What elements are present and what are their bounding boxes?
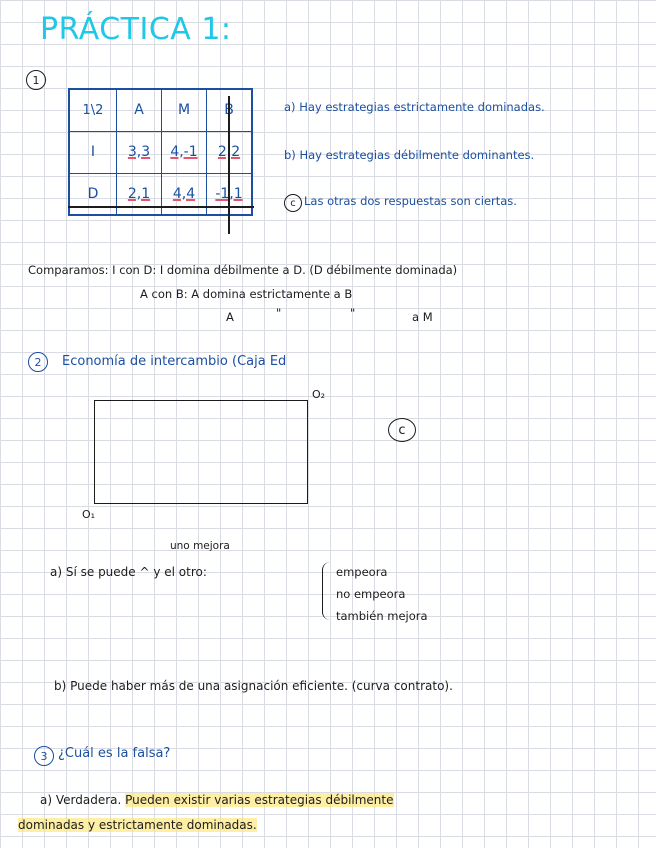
origin-o1-label: O₁ bbox=[82, 508, 96, 521]
payoff-col-header: M bbox=[162, 89, 207, 131]
q1-note-line-2: A con B: A domina estrictamente a B bbox=[140, 287, 353, 301]
q2-b-text: b) Puede haber más de una asignación eficiente. (curva contrato). bbox=[54, 679, 453, 693]
q1-note-line-3-ditto: " bbox=[276, 306, 282, 320]
row-d-strikethrough bbox=[68, 206, 254, 208]
q1-option-b: b) Hay estrategias débilmente dominantes. bbox=[284, 148, 535, 162]
payoff-cell: 3,3 bbox=[117, 131, 162, 173]
payoff-cell: -1,1 bbox=[207, 173, 253, 215]
payoff-col-header: A bbox=[117, 89, 162, 131]
q3-heading: ¿Cuál es la falsa? bbox=[58, 746, 171, 761]
origin-o2-label: O₂ bbox=[312, 388, 326, 401]
q1-note-line-3-ditto: " bbox=[350, 306, 356, 320]
payoff-row-label: I bbox=[69, 131, 117, 173]
question-2-number: 2 bbox=[28, 352, 48, 372]
q2-a-option: empeora bbox=[336, 565, 388, 579]
edgeworth-box bbox=[94, 400, 308, 504]
payoff-row-label: D bbox=[69, 173, 117, 215]
q1-note-line-3-target: a M bbox=[412, 310, 433, 324]
q2-a-insert-note: uno mejora bbox=[170, 540, 230, 552]
q1-option-a: a) Hay estrategias estrictamente dominadas. bbox=[284, 100, 545, 114]
q2-a-text: a) Sí se puede ^ y el otro: bbox=[50, 565, 207, 579]
q3-a-prefix: a) Verdadera. bbox=[40, 793, 122, 807]
q2-answer-c-marker: c bbox=[388, 418, 416, 442]
payoff-col-header: B bbox=[207, 89, 253, 131]
payoff-cell: 4,4 bbox=[162, 173, 207, 215]
question-3-number: 3 bbox=[34, 746, 54, 766]
q1-note-line-3-a: A bbox=[226, 310, 234, 324]
column-b-strikethrough bbox=[228, 96, 230, 234]
q3-a-line-1 bbox=[40, 793, 394, 807]
payoff-corner: 1\2 bbox=[69, 89, 117, 131]
question-1-number: 1 bbox=[26, 70, 46, 90]
q2-a-option: también mejora bbox=[336, 609, 428, 623]
q1-selected-option-c-marker: c bbox=[284, 194, 302, 212]
q1-option-c: Las otras dos respuestas son ciertas. bbox=[304, 194, 517, 208]
q2-a-option: no empeora bbox=[336, 587, 406, 601]
q2-a-brace bbox=[322, 562, 333, 620]
q3-a-highlight-1: Pueden existir varias estrategias débilmente bbox=[125, 793, 394, 807]
q2-heading: Economía de intercambio (Caja Ed bbox=[62, 354, 287, 369]
page-title: PRÁCTICA 1: bbox=[40, 12, 232, 47]
payoff-cell: 4,-1 bbox=[162, 131, 207, 173]
payoff-cell: 2,1 bbox=[117, 173, 162, 215]
payoff-cell: 2,2 bbox=[207, 131, 253, 173]
payoff-table bbox=[68, 88, 253, 216]
q1-note-line-1: Comparamos: I con D: I domina débilmente a D. (D débilmente dominada) bbox=[28, 263, 458, 277]
q3-a-highlight-2: dominadas y estrictamente dominadas. bbox=[18, 818, 257, 832]
